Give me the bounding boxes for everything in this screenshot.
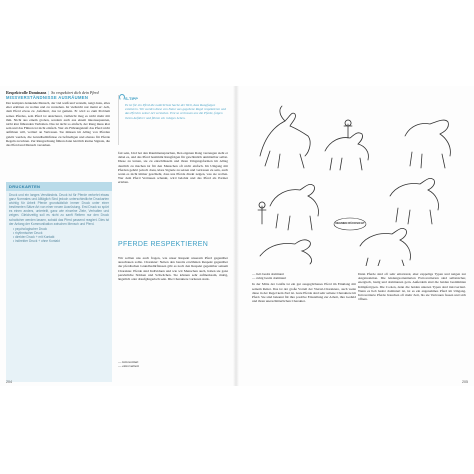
- horse-rearing-illustration: [260, 106, 310, 168]
- list-item: — extrovertiert: [118, 364, 140, 369]
- right-column-two: [358, 272, 466, 376]
- tip-horseshoe-icon: [119, 94, 125, 100]
- horse-character-illustrations: [240, 96, 474, 266]
- box-body: [6, 191, 112, 245]
- respect-section: [118, 256, 228, 368]
- right-column-one: [252, 272, 356, 378]
- respect-paragraph: Wir sollten uns auch fragen, wie unser Respekt unserem Pferd gegenüber ausschauen sollte. Charakter: Neben den bereits erwähnten Respekt gegenüber der pferdischen Grundbedürfnissen gibt es noch den Respekt gegenüber seinem Charakter. Pferde sind Individuen und wie wir Menschen auch, haben sie ganz persönliche Stärken und Schwächen. Sie können sehr aufmerksam, mutig, ängstlich oder draufgängerisch sein. Die Charaktere variieren stark.: [118, 256, 228, 282]
- caption-bubble-text: NEHMEN RÜCKSICHT: [335, 221, 365, 225]
- page-number-right: 205: [462, 380, 468, 384]
- section-body: [6, 101, 110, 185]
- list-item: • psychologischer Druck: [13, 227, 109, 231]
- horse-leading-illustration: [258, 184, 319, 230]
- list-item: — introvertiert: [118, 360, 139, 364]
- horse-standing-illustration: [405, 120, 450, 168]
- page-number-left: 204: [6, 380, 12, 384]
- druckarten-box: [6, 182, 112, 382]
- box-paragraph: Druck und ein langes Verständnis. Druck ist für Pferde verkehrt etwas ganz Normales und Alltäglich Sind jedoch unterschiedliche Druckarten wichtig für Arbeit Pferde grundsätzlich immer Druck unter einer bestimmten Sätze Art von einer neuen Ausrüstung. Erst Druck so spürt es einen anders, unterteilt, ganz wie einzelne Ziele, Verhalten und zeigen. Gleichzeitig soll es nicht zu sanft Reitern nur den Druck schwächer werden lassen, sobald das Pferd passend reagiert. Dies ist der Anfang der Kommunikation zwischen Mensch und Pferd.: [9, 193, 109, 226]
- horse-with-rider-illustration: [325, 120, 368, 170]
- list-item: — ruhig besitz dominiert: [252, 276, 287, 281]
- box-title: DRUCKARTEN: [6, 182, 112, 191]
- right-column-one-paragraph: In der Mitte der Grafik ist ein gut ausgeglichenes Pferd im Einklang mit seinem Reiter. Das ist der große Vorteil der Viertel-Charaktere, auch wenn diese in der Regel kein Ziel ist. Gute Pferde sind sehr seltene Charaktere im Pferd. Sie sind bekannt für ihre positive Einstellung zur Arbeit, ihre Geduld und ihren unerschütterlichen Charakter.: [252, 282, 356, 304]
- list-item: • direkter Druck + mit Kontakt: [13, 235, 109, 239]
- horse-lying-illustration: [260, 240, 312, 264]
- list-item: • rhythmischer Druck: [13, 231, 109, 235]
- running-head-separator: |: [48, 90, 50, 95]
- tip-box: [118, 95, 229, 145]
- right-column-two-paragraph: Dann Pferde sind oft sehr emotional, eher zappelige Typen und neigen zur Angstreaktion. Die leistungsorientierten Extrovertierten sind selbstsicher, energisch, lustig und dominieren gern. Außerdem sind die beiden bestimmten Kämpfertypen. Die Coolen, denn die beiden unteren Typen sind introvertiert. Wenn es lieb besitz dominiert ist, ist es ein angenehmes Pferd im Umgang. Introvertierte Pferde brauchen oft mehr Zeit, bis sie Vertrauen fassen und sich öffnen.: [358, 272, 466, 302]
- tip-title: S-TIPP: [125, 96, 138, 101]
- running-head-subtitle: So respektiert dich dein Pferd: [51, 90, 99, 95]
- tip-column: [118, 95, 228, 145]
- column-two-body: [118, 151, 228, 237]
- box-list: [9, 227, 109, 243]
- book-gutter: [233, 86, 239, 386]
- horse-calm-illustration: [390, 178, 439, 224]
- running-head-chapter: Respektvolle Dominanz: [6, 90, 47, 95]
- heading-pferde-respektieren: PFERDE RESPEKTIEREN: [118, 241, 209, 248]
- section-paragraph: Der komplex denkende Mensch, der viel weiß und versteht, neigt dazu, alles eher erklären zu wollen und zu verstehen. Ist vielleicht nur meint er: Ach, dem Pferd etwas zu ‚befehlen', das ist gemein. Er wird so zum Problem seines Pferdes, sein Pferd ist unsicherer, vielleicht mag es nicht mehr mit ihm. Nicht aus einem groben, sondern auch aus einem inkonsequenten, nicht klar führenden Verhalten. Das ist nicht so einfach, der Rang muss klar sein und das Führen ist nicht einfach. Wer als Führungskraft das Pferd nicht anführen will, verliert an Vertrauen. Sie müssen im Alltag von Pferden gelebt werden, die Grundbedürfnisse zu befriedigen und ebenso für Pferde Regeln zu lehren. Zur Rangordnung führen dann letztlich kleine Signale, die das Pferd und Mensch verstehen.: [6, 101, 110, 148]
- horse-walking-illustration: [360, 228, 411, 266]
- list-item: • indirekter Druck + ohne Kontakt: [13, 239, 109, 243]
- dominance-list: [252, 272, 356, 280]
- column-two-paragraph: fair sein, Und bei den Rauminanspruchen, Den eigenen Rang verzeugen sieht er dabei es, und das Pferd bestimmt Rangfolgen für gewöhnlich unmittelbar selbst. Diese zu lernen, sie zu entschlüsseln und ihren Umgangsformen im Alltag deutlich zu machen ist für den Menschen oft nicht einfach. Im Umgang mit Pferden gehört jedoch dazu, klare Signale zu setzen und vertrauen zu sein, auch wenn es nicht immer geschieht, dass uns Pferde direkt zeigen, was sie wollen. Wer dem Pferd Vertrauen schenkt, wird belohnt und das Pferd als Partner erleben.: [118, 151, 228, 185]
- section-heading-missverstaendnisse: MISSVERSTÄNDNISSE AUSRÄUMEN: [6, 95, 89, 100]
- list-item: — lieb besitz dominiert: [252, 272, 285, 276]
- tip-text: Es ist für ein Pferd die natürlichste Sache der Welt, dass Rangfolgen existieren. Wir werden diese von Natur aus gegebene Regel respektieren und das Pferd in seiner Art verstehen. Erst so vertrauen uns die Pferde, folgen ihrem Anführer und führen ein ruhiges Leben.: [125, 103, 226, 120]
- respect-list: [118, 360, 228, 368]
